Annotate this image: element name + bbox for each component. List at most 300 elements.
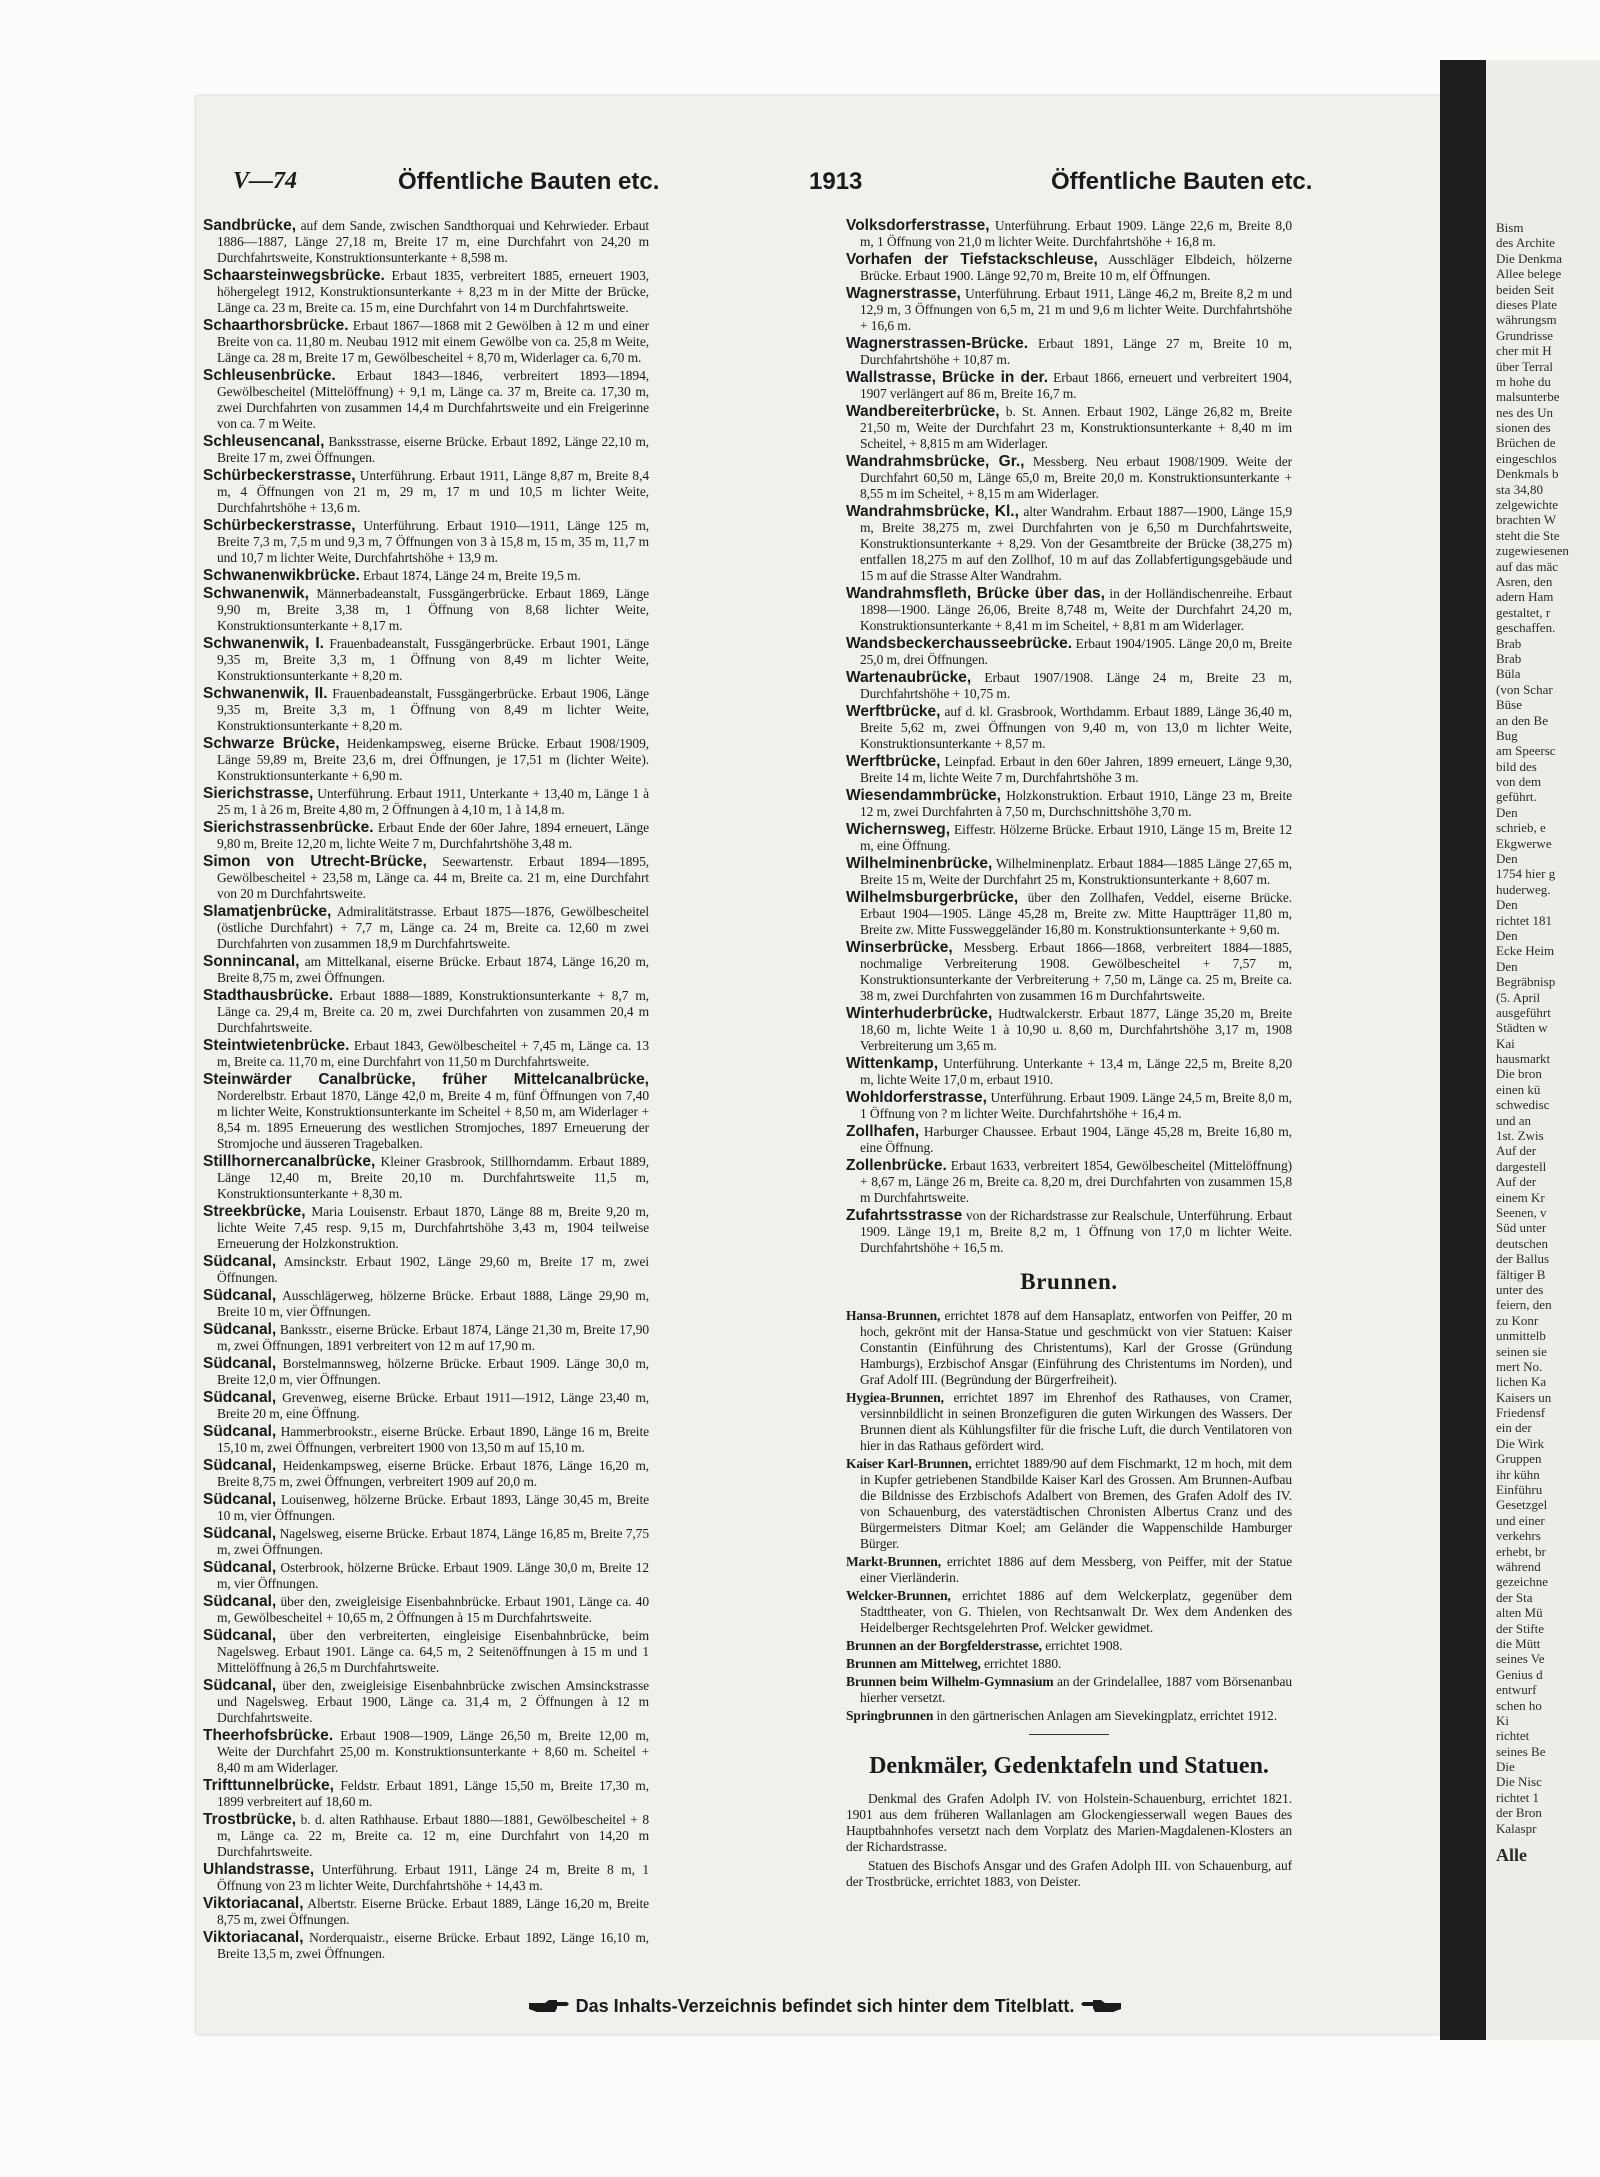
entry-name: Trostbrücke, (203, 1811, 297, 1828)
entry-name: Wiesendammbrücke, (846, 787, 1001, 804)
entry (203, 786, 649, 818)
entry-text: über den, zweigleisige Eisenbahnbrücke zwischen Amsinckstrasse und Nagelsweg. Erbaut 1900, Länge ca. 31,4 m, 2 Öffnungen à 12 m Durchfahrtsweite. (217, 1678, 649, 1725)
entry (846, 586, 1292, 634)
fragment-line: Den (1496, 804, 1518, 820)
fragment-line: verkehrs (1496, 1528, 1541, 1544)
fragment-line: sta 34,80 (1496, 481, 1543, 497)
entry-text: Nagelsweg, eiserne Brücke. Erbaut 1874, Länge 16,85 m, Breite 7,75 m, zwei Öffnungen. (217, 1526, 649, 1557)
fragment-line: geschaffen. (1496, 620, 1556, 636)
entry (846, 788, 1292, 820)
entry (203, 820, 649, 852)
entry (203, 1896, 649, 1928)
fragment-line: huderweg. (1496, 881, 1551, 897)
entry (203, 1492, 649, 1524)
fragment-line: malsunterbe (1496, 389, 1560, 405)
fragment-line: Alle (1496, 1848, 1527, 1864)
entry-name: Südcanal, (203, 1627, 277, 1644)
entry-name: Wichernsweg, (846, 821, 951, 838)
entry-name: Markt-Brunnen, (846, 1554, 941, 1569)
entry-text: Seewartenstr. Erbaut 1894—1895, Gewölbescheitel + 23,58 m, Länge ca. 44 m, Breite ca. 21 m, eine Durchfahrt von 20 m Durchfahrtsweite. (217, 854, 649, 901)
page-header (233, 168, 1313, 200)
entry-text: Erbaut 1843, Gewölbescheitel + 7,45 m, Länge ca. 13 m, Breite ca. 11,70 m, eine Durchfahrt von 11,50 m Durchfahrtsweite. (217, 1038, 649, 1069)
entry-text: über den Zollhafen, Veddel, eiserne Brücke. Erbaut 1904—1905. Länge 45,28 m, Breite zw. Mitte Hauptträger 11,80 m, Breite zw. Mitte Fussweggeländer 16,80 m. Konstruktionsunterkante + 9,60 m. (860, 890, 1292, 937)
entry (846, 1158, 1292, 1206)
fragment-line: 1754 hier g (1496, 866, 1556, 882)
entry (203, 1678, 649, 1726)
entry-name: Schürbeckerstrasse, (203, 467, 356, 484)
entry-text: Heidenkampsweg, eiserne Brücke. Erbaut 1876, Länge 16,20 m, Breite 8,75 m, zwei Öffnungen, verbreitert 1909 auf 20,0 m. (217, 1458, 649, 1489)
entry-name: Wartenaubrücke, (846, 669, 972, 686)
page-number: V—74 (233, 168, 298, 194)
entry-text: errichtet 1897 im Ehrenhof des Rathauses, von Cramer, versinnbildlicht in seinen Bronzefiguren die guten Wirkungen des Wassers. Der Brunnen dient als Kühlungsfilter für die frische Luft, die durch Ventilatoren von hier in das Rathaus gefördert wird. (860, 1390, 1292, 1453)
entry-name: Wagnerstrassen-Brücke. (846, 335, 1029, 352)
entry-name: Schleusencanal, (203, 433, 325, 450)
entry (846, 1390, 1292, 1454)
section-title-brunnen: Brunnen. (1020, 1269, 1118, 1294)
entry-name: Werftbrücke, (846, 753, 941, 770)
entry (203, 1728, 649, 1776)
entry-name: Südcanal, (203, 1491, 277, 1508)
entry-text: Messberg. Neu erbaut 1908/1909. Weite der Durchfahrt 60,50 m, Länge 65,0 m, Breite 20,0 m. Konstruktionsunterkante + 8,55 m im Scheitel, + 8,15 m am Widerlager. (860, 454, 1292, 501)
entry-name: Kaiser Karl-Brunnen, (846, 1456, 972, 1471)
fragment-line: die Mütt (1496, 1635, 1541, 1651)
fragment-line: Brüchen de (1496, 435, 1556, 451)
entry (846, 1208, 1292, 1256)
entry (846, 1656, 1292, 1672)
entry-text: Osterbrook, hölzerne Brücke. Erbaut 1909. Länge 30,0 m, Breite 12 m, vier Öffnungen. (217, 1560, 649, 1591)
entry-text: Borstelmannsweg, hölzerne Brücke. Erbaut 1909. Länge 30,0 m, Breite 12,0 m, vier Öffnungen. (217, 1356, 649, 1387)
entry-name: Slamatjenbrücke, (203, 903, 332, 920)
fragment-line: Begräbnisp (1496, 974, 1556, 990)
entry (203, 1322, 649, 1354)
entry-name: Stadthausbrücke. (203, 987, 334, 1004)
entry-text: Erbaut 1904/1905. Länge 20,0 m, Breite 25,0 m, drei Öffnungen. (860, 636, 1292, 667)
fragment-line: und an (1496, 1112, 1532, 1128)
entry (846, 1638, 1292, 1654)
entry (203, 636, 649, 684)
fragment-line: hausmarkt (1496, 1051, 1551, 1067)
denkmal-paragraph: Statuen des Bischofs Ansgar und des Grafen Adolph III. von Schauenburg, auf der Trostbrücke, errichtet 1883, von Deister. (846, 1858, 1292, 1889)
entry (203, 954, 649, 986)
entry (203, 1812, 649, 1860)
fragment-line: zugewiesenen (1496, 543, 1569, 559)
entry (203, 1254, 649, 1286)
entry-text: Erbaut 1633, verbreitert 1854, Gewölbescheitel (Mittelöffnung) + 8,67 m, Länge 26 m, Breite ca. 8,20 m, drei Durchfahrten von zusammen 15,8 m Durchfahrtsweite. (860, 1158, 1292, 1205)
entry-name: Wandsbeckerchausseebrücke. (846, 635, 1073, 652)
entry-name: Schaarsteinwegsbrücke. (203, 267, 385, 284)
entry-text: Norderquaistr., eiserne Brücke. Erbaut 1892, Länge 16,10 m, Breite 13,5 m, zwei Öffnungen. (217, 1930, 649, 1961)
entry (846, 504, 1292, 584)
fragment-line: Büla (1496, 666, 1521, 682)
entry-text: errichtet 1878 auf dem Hansaplatz, entworfen von Peiffer, 20 m hoch, gekrönt mit der Hansa-Statue und geschmückt von vier Statuen: Kaiser Constantin (Einführung des Christentums), Karl der Grosse (Gründung Hamburgs), Erzbischof Ansgar (Einführung des Christentums im Norden), und Graf Adolf III. (Begründung der Bürgerfreiheit). (860, 1308, 1292, 1387)
entry (846, 218, 1292, 250)
entry (203, 218, 649, 266)
fragment-line: adern Ham (1496, 589, 1554, 605)
entry (846, 404, 1292, 452)
entry (846, 1708, 1292, 1724)
fragment-line: eingeschlos (1496, 450, 1557, 466)
entry-text: Louisenweg, hölzerne Brücke. Erbaut 1893, Länge 30,45 m, Breite 10 m, vier Öffnungen. (217, 1492, 649, 1523)
entry-name: Schwanenwik, (203, 585, 309, 602)
entry (203, 468, 649, 516)
fragment-line: gezeichne (1496, 1574, 1548, 1590)
entry-text: Erbaut 1907/1908. Länge 24 m, Breite 23 m, Durchfahrtshöhe + 10,75 m. (860, 670, 1292, 701)
fragment-line: Brab (1496, 635, 1522, 651)
fragment-line: richtet 1 (1496, 1789, 1539, 1805)
entry-name: Wohldorferstrasse, (846, 1089, 987, 1106)
entry (846, 822, 1292, 854)
entry (846, 1674, 1292, 1706)
fragment-line: Den (1496, 927, 1518, 943)
entry (203, 904, 649, 952)
entry-text: errichtet 1886 auf dem Messberg, von Peiffer, mit der Statue einer Vierländerin. (860, 1554, 1292, 1585)
entry-name: Südcanal, (203, 1423, 277, 1440)
fragment-line: schen ho (1496, 1697, 1542, 1713)
entry-name: Schwanenwikbrücke. (203, 567, 360, 584)
entry-name: Welcker-Brunnen, (846, 1588, 951, 1603)
entry-text: in der Holländischenreihe. Erbaut 1898—1900. Länge 26,06, Breite 8,748 m, Weite der Durchfahrt 24,20 m, Konstruktionsunterkante + 8,41 m im Scheitel, + 8,81 m am Widerlager. (860, 586, 1292, 633)
fragment-line: (5. April (1496, 989, 1541, 1005)
entry (846, 370, 1292, 402)
entry (203, 1424, 649, 1456)
fragment-line: Einführu (1496, 1482, 1543, 1498)
entry-name: Uhlandstrasse, (203, 1861, 315, 1878)
fragment-line: Allee belege (1496, 266, 1562, 282)
entry-text: Erbaut 1843—1846, verbreitert 1893—1894, Gewölbescheitel (Mittelöffnung) + 9,1 m, Länge ca. 37 m, Breite ca. 17,30 m, zwei Durchfahrten von zusammen 14,4 m Durchfahrtsweite und ein Freigerinne von ca. 7 m Weite. (217, 368, 649, 431)
entry-name: Sonnincanal, (203, 953, 300, 970)
entry-name: Südcanal, (203, 1525, 277, 1542)
entry (846, 1124, 1292, 1156)
fragment-line: Die Wirk (1496, 1435, 1544, 1451)
fragment-line: nes des Un (1496, 404, 1554, 420)
entry-text: Erbaut 1874, Länge 24 m, Breite 19,5 m. (359, 568, 581, 583)
fragment-line: cher mit H (1496, 343, 1552, 359)
fragment-line: und einer (1496, 1512, 1545, 1528)
entry (846, 1588, 1292, 1636)
entry-name: Südcanal, (203, 1559, 277, 1576)
fragment-line: an den Be (1496, 712, 1548, 728)
entry-text: errichtet 1880. (980, 1656, 1062, 1671)
entry (846, 252, 1292, 284)
entry-name: Schürbeckerstrasse, (203, 517, 356, 534)
fragment-line: Die Nisc (1496, 1774, 1542, 1790)
entry-name: Steinwärder Canalbrücke, früher Mittelcanalbrücke, (203, 1071, 649, 1088)
entry-text: errichtet 1908. (1041, 1638, 1123, 1653)
entry (203, 686, 649, 734)
fragment-line: Brab (1496, 650, 1522, 666)
entry (846, 1056, 1292, 1088)
entry (203, 988, 649, 1036)
entry (846, 454, 1292, 502)
fragment-line: (von Schar (1496, 681, 1553, 697)
fragment-line: ausgeführt (1496, 1004, 1551, 1020)
fragment-line: unmittelb (1496, 1328, 1546, 1344)
fragment-line: Ecke Heim (1496, 943, 1555, 959)
fragment-line: seines Ve (1496, 1651, 1545, 1667)
fragment-line: richtet 181 (1496, 912, 1552, 928)
adjacent-page-fragment (1486, 60, 1600, 2040)
entry (846, 890, 1292, 938)
entry (846, 1308, 1292, 1388)
entry (203, 1356, 649, 1388)
entry-text: errichtet 1889/90 auf dem Fischmarkt, 12 m hoch, mit dem in Kupfer getriebenen Standbilde Kaiser Karl des Grossen. Am Brunnen-Aufbau die Bildnisse des Erzbischofs Adalbert von Bremen, des Grafen Adolf des IV. von Schauenburg, des vaterstädtischen Chronisten Albertus Cranz und des Bürgermeisters Ditmar Koel; am Geländer die Wappenschilde Hamburger Bürger. (860, 1456, 1292, 1551)
entry (846, 286, 1292, 334)
header-right-title: Öffentliche Bauten etc. (1051, 168, 1313, 195)
entry-name: Südcanal, (203, 1677, 277, 1694)
fragment-line: richtet (1496, 1728, 1530, 1744)
fragment-line: währungsm (1496, 312, 1557, 328)
entry-name: Zollenbrücke. (846, 1157, 947, 1174)
entry (846, 754, 1292, 786)
fragment-line: Bug (1496, 727, 1518, 743)
entry-text: Maria Louisenstr. Erbaut 1870, Länge 88 m, Breite 9,20 m, lichte Weite 7,45 resp. 9,15 m, Durchfahrtshöhe 3,43 m, 1904 teilweise Erneuerung der Holzkonstruktion. (217, 1204, 649, 1251)
entry-text: Albertstr. Eiserne Brücke. Erbaut 1889, Länge 16,20 m, Breite 8,75 m, zwei Öffnungen. (217, 1896, 649, 1927)
entry-text: Erbaut 1866, erneuert und verbreitert 1904, 1907 verlängert auf 86 m, Breite 16,7 m. (860, 370, 1292, 401)
fragment-line: Süd unter (1496, 1220, 1547, 1236)
entry (203, 1930, 649, 1962)
entry-text: Feldstr. Erbaut 1891, Länge 15,50 m, Breite 17,30 m, 1899 verbreitert auf 18,60 m. (217, 1778, 649, 1809)
entry-name: Viktoriacanal, (203, 1929, 304, 1946)
fragment-line: Gesetzgel (1496, 1497, 1548, 1513)
fragment-line: dargestell (1496, 1158, 1547, 1174)
fragment-line: sionen des (1496, 420, 1551, 436)
entry-text: Männerbadeanstalt, Fussgängerbrücke. Erbaut 1869, Länge 9,90 m, Breite 3,38 m, 1 Öffnung von 8,68 lichter Weite, Konstruktionsunterkante + 8,17 m. (217, 586, 649, 633)
fragment-line: Die (1496, 1759, 1515, 1775)
entry-text: auf d. kl. Grasbrook, Worthdamm. Erbaut 1889, Länge 36,40 m, Breite 5,62 m, zwei Öffnungen von 9,40 m, von 13,0 m lichter Weite, Konstruktionsunterkante + 8,57 m. (860, 704, 1292, 751)
entry (203, 736, 649, 784)
fragment-line: über Terral (1496, 358, 1553, 374)
fragment-line: der Stifte (1496, 1620, 1545, 1636)
entry-text: Eiffestr. Hölzerne Brücke. Erbaut 1910, Länge 15 m, Breite 12 m, eine Öffnung. (860, 822, 1292, 853)
entry-text: Grevenweg, eiserne Brücke. Erbaut 1911—1912, Länge 23,40 m, Breite 20 m, eine Öffnung. (217, 1390, 649, 1421)
entry (203, 1560, 649, 1592)
entry-name: Zufahrtsstrasse (846, 1207, 963, 1224)
bridge-entries-right (846, 218, 1292, 1256)
entry-name: Springbrunnen (846, 1708, 934, 1723)
entry-text: Hammerbrookstr., eiserne Brücke. Erbaut 1890, Länge 16 m, Breite 15,10 m, zwei Öffnungen, verbreitert 1900 von 13,50 m auf 15,10 m. (217, 1424, 649, 1455)
entry-name: Schwanenwik, II. (203, 685, 328, 702)
entry (203, 434, 649, 466)
entry (846, 1006, 1292, 1054)
pointing-hand-icon-reversed (1079, 1999, 1123, 2013)
fragment-line: Kai (1496, 1035, 1515, 1051)
entry-name: Brunnen am Mittelweg, (846, 1656, 981, 1671)
entry-name: Schwarze Brücke, (203, 735, 340, 752)
entry-text: Erbaut 1867—1868 mit 2 Gewölben à 12 m und einer Breite von ca. 11,80 m. Neubau 1912 mit einem Gewölbe von ca. 25,8 m Weite, Länge ca. 28 m, Breite 17 m, Gewölbescheitel + 8,70 m, Widerlager ca. 6,70 m. (217, 318, 649, 365)
fragment-line: ihr kühn (1496, 1466, 1540, 1482)
entry-text: Wilhelminenplatz. Erbaut 1884—1885 Länge 27,65 m, Breite 15 m, Weite der Durchfahrt 25 m, Konstruktionsunterkante + 8,607 m. (860, 856, 1292, 887)
entry-name: Wagnerstrasse, (846, 285, 961, 302)
entry (203, 1204, 649, 1252)
entry-name: Südcanal, (203, 1593, 277, 1610)
entry-text: Frauenbadeanstalt, Fussgängerbrücke. Erbaut 1906, Länge 9,35 m, Breite 3,3 m, 1 Öffnung von 8,49 m lichter Weite, Konstruktionsunterkante + 8,20 m. (217, 686, 649, 733)
entry-name: Hygiea-Brunnen, (846, 1390, 944, 1405)
entry-name: Wandbereiterbrücke, (846, 403, 1000, 420)
fragment-line: Grundrisse (1496, 327, 1554, 343)
fragment-line: dieses Plate (1496, 296, 1558, 312)
entry-text: Hudtwalckerstr. Erbaut 1877, Länge 35,20 m, Breite 18,60 m, lichte Weite 1 à 10,90 u. 8,60 m, Durchfahrtshöhe 3,17 m, 1908 Verbreiterung um 3,65 m. (860, 1006, 1292, 1053)
header-year: 1913 (809, 168, 863, 195)
entry (846, 336, 1292, 368)
fragment-line: von dem (1496, 774, 1542, 790)
fragment-line: des Archite (1496, 235, 1555, 251)
entry (203, 1390, 649, 1422)
entry (203, 1038, 649, 1070)
fragment-line: Denkmals b (1496, 466, 1559, 482)
fragment-line: schrieb, e (1496, 820, 1546, 836)
entry (203, 1778, 649, 1810)
entry-name: Brunnen beim Wilhelm-Gymnasium (846, 1674, 1054, 1689)
fragment-line: m hohe du (1496, 373, 1551, 389)
entry-name: Stillhornercanalbrücke, (203, 1153, 376, 1170)
entry-name: Brunnen an der Borgfelderstrasse, (846, 1638, 1042, 1653)
entry-text: Banksstrasse, eiserne Brücke. Erbaut 1892, Länge 22,10 m, Breite 17 m, zwei Öffnungen. (217, 434, 649, 465)
fragment-line: entwurf (1496, 1682, 1537, 1698)
fragment-line: Genius d (1496, 1666, 1543, 1682)
entry (203, 854, 649, 902)
entry-text: über den verbreiterten, eingleisige Eisenbahnbrücke, beim Nagelsweg. Erbaut 1901. Länge ca. 64,5 m, 2 Seitenöffnungen à 15 m und 1 Mittelöffnung à 26,5 m Durchfahrtsweite. (217, 1628, 649, 1675)
fragment-line: Die Denkma (1496, 250, 1563, 266)
entry (846, 670, 1292, 702)
fragment-line: feiern, den (1496, 1297, 1552, 1313)
entry-text: Kleiner Grasbrook, Stillhorndamm. Erbaut 1889, Länge 12,40 m, Breite 20,10 m. Durchfahrtsweite 11,5 m, Konstruktionsunterkante + 8,30 m. (217, 1154, 649, 1201)
fragment-line: mert No. (1496, 1358, 1543, 1374)
entry-text: Erbaut 1835, verbreitert 1885, erneuert 1903, höhergelegt 1912, Konstruktionsunterkante + 8,23 m in der Mitte der Brücke, Länge ca. 23 m, Breite ca. 15 m, eine Durchfahrt von 14 m Durchfahrtsweite. (217, 268, 649, 315)
section-title-denkmaeler: Denkmäler, Gedenktafeln und Statuen. (869, 1753, 1269, 1779)
entry-name: Wilhelminenbrücke, (846, 855, 993, 872)
brunnen-entries (846, 1308, 1292, 1724)
entry-name: Wandrahmsfleth, Brücke über das, (846, 585, 1105, 602)
fragment-line: ein der (1496, 1420, 1532, 1436)
entry-name: Südcanal, (203, 1321, 277, 1338)
entry-name: Wilhelmsburgerbrücke, (846, 889, 1019, 906)
fragment-line: der Ballus (1496, 1251, 1550, 1267)
entry-name: Sierichstrasse, (203, 785, 314, 802)
entry-name: Steintwietenbrücke. (203, 1037, 350, 1054)
fragment-line: auf das mäc (1496, 558, 1559, 574)
entry-text: Unterführung. Erbaut 1911, Länge 24 m, Breite 8 m, 1 Öffnung von 23 m lichter Weite, Durchfahrtshöhe + 14,43 m. (217, 1862, 649, 1893)
left-column (203, 218, 649, 1980)
entry (203, 586, 649, 634)
entry-name: Hansa-Brunnen, (846, 1308, 941, 1323)
entry-name: Südcanal, (203, 1355, 277, 1372)
entry (203, 318, 649, 366)
entry (846, 636, 1292, 668)
entry (203, 1458, 649, 1490)
fragment-line: Bism (1496, 220, 1524, 235)
fragment-line: Büse (1496, 697, 1522, 713)
fragment-line: Friedensf (1496, 1405, 1546, 1421)
entry-text: Unterführung. Erbaut 1909. Länge 24,5 m, Breite 8,0 m, 1 Öffnung von ? m lichter Weite. Durchfahrtshöhe + 16,4 m. (860, 1090, 1292, 1121)
entry-text: Unterführung. Erbaut 1909. Länge 22,6 m, Breite 8,0 m, 1 Öffnung von 21,0 m lichter Weite. Durchfahrtshöhe + 16,8 m. (860, 218, 1292, 249)
fragment-line: zelgewichte (1496, 497, 1559, 513)
entry-text: am Mittelkanal, eiserne Brücke. Erbaut 1874, Länge 16,20 m, Breite 8,75 m, zwei Öffnungen. (217, 954, 649, 985)
fragment-line: unter des (1496, 1281, 1544, 1297)
footer-note: Das Inhalts-Verzeichnis befindet sich hinter dem Titelblatt. (575, 1996, 1075, 2016)
fragment-line: alten Mü (1496, 1605, 1543, 1621)
entry (203, 518, 649, 566)
entry (203, 568, 649, 584)
fragment-line: Seenen, v (1496, 1205, 1547, 1220)
fragment-line: brachten W (1496, 512, 1557, 528)
entry (203, 368, 649, 432)
entry-text: Erbaut 1888—1889, Konstruktionsunterkante + 8,7 m, Länge ca. 29,4 m, Breite ca. 20 m, zwei Durchfahrten von zusammen 20,4 m Durchfahrtsweite. (217, 988, 649, 1035)
fragment-line: einem Kr (1496, 1189, 1545, 1205)
fragment-line: seines Be (1496, 1743, 1546, 1759)
entry-text: Frauenbadeanstalt, Fussgängerbrücke. Erbaut 1901, Länge 9,35 m, Breite 3,3 m, 1 Öffnung von 8,49 m lichter Weite, Konstruktionsunterkante + 8,20 m. (217, 636, 649, 683)
entry-name: Wallstrasse, Brücke in der. (846, 369, 1049, 386)
entry-text: von der Richardstrasse zur Realschule, Unterführung. Erbaut 1909. Länge 19,1 m, Breite 8,2 m, 1 Öffnung von 17,0 m lichter Weite. Durchfahrtshöhe + 16,5 m. (860, 1208, 1292, 1255)
right-column (846, 218, 1292, 1986)
fragment-line: Den (1496, 851, 1518, 867)
entry-text: an der Grindelallee, 1887 vom Börsenanbau hierher versetzt. (860, 1674, 1292, 1705)
fragment-line: steht die Ste (1496, 527, 1560, 543)
entry-name: Zollhafen, (846, 1123, 920, 1140)
entry-text: über den, zweigleisige Eisenbahnbrücke. Erbaut 1901, Länge ca. 40 m, Gewölbescheitel + 10,65 m, 2 Öffnungen à 15 m Durchfahrtsweite. (217, 1594, 649, 1625)
fragment-line: Den (1496, 958, 1518, 974)
entry (203, 1154, 649, 1202)
header-left-title: Öffentliche Bauten etc. (398, 168, 660, 195)
entry-name: Winterhuderbrücke, (846, 1005, 993, 1022)
entry-text: Messberg. Erbaut 1866—1868, verbreitert 1884—1885, nochmalige Verbreiterung 1908. Gewölbescheitel + 7,57 m, Konstruktionsunterkante der Verbreiterung + 7,50 m, Länge ca. 25 m, Breite ca. 38 m, zwei Durchfahrten von zusammen 16 m Durchfahrtsweite. (860, 940, 1292, 1003)
fragment-line: der Bron (1496, 1805, 1542, 1821)
entry-text: errichtet 1886 auf dem Welckerplatz, gegenüber dem Stadttheater, von G. Thielen, von Rechtsanwalt Dr. Wex dem Andenken des Heidelberger Rechtsgelehrten Prof. Welcker gewidmet. (860, 1588, 1292, 1635)
entry-text: Unterführung. Erbaut 1911, Länge 46,2 m, Breite 8,2 m und 12,9 m, 3 Öffnungen von 6,5 m, 21 m und 9,6 m lichter Weite. Durchfahrtshöhe + 16,6 m. (860, 286, 1292, 333)
fragment-line: einen kü (1496, 1081, 1541, 1097)
entry-text: Erbaut 1908—1909, Länge 26,50 m, Breite 12,00 m, Weite der Durchfahrt 25,00 m. Konstruktionsunterkante + 8,60 m. Scheitel + 8,40 m am Widerlager. (217, 1728, 649, 1775)
fragment-line: Kalaspr (1496, 1820, 1537, 1836)
entry-text: Holzkonstruktion. Erbaut 1910, Länge 23 m, Breite 12 m, zwei Durchfahrten à 7,50 m, Durchschnittshöhe 3,70 m. (860, 788, 1292, 819)
entry-name: Wandrahmsbrücke, Gr., (846, 453, 1025, 470)
entry (203, 1288, 649, 1320)
entry (203, 1628, 649, 1676)
fragment-line: Städten w (1496, 1020, 1548, 1036)
entry-name: Südcanal, (203, 1389, 277, 1406)
entry-text: Ausschläger Elbdeich, hölzerne Brücke. Erbaut 1900. Länge 92,70 m, Breite 10 m, elf Öffnungen. (860, 252, 1292, 283)
denkmal-paragraph: Denkmal des Grafen Adolph IV. von Holstein-Schauenburg, errichtet 1821. 1901 aus dem früheren Wallanlagen am Glockengiesserwall wegen Baues des Hauptbahnhofes versetzt nach dem Vorplatz des Marien-Magdalenen-Klosters an der Richardstrasse. (846, 1791, 1292, 1854)
entry-name: Sierichstrassenbrücke. (203, 819, 374, 836)
entry (846, 856, 1292, 888)
entry (203, 1526, 649, 1558)
entry (846, 940, 1292, 1004)
fragment-line: 1st. Zwis (1496, 1128, 1544, 1144)
entry-name: Südcanal, (203, 1253, 277, 1270)
entry (846, 1554, 1292, 1586)
fragment-line: Den (1496, 897, 1518, 913)
fragment-line: beiden Seit (1496, 281, 1555, 297)
fragment-line: Gruppen (1496, 1451, 1542, 1467)
entry-name: Wandrahmsbrücke, Kl., (846, 503, 1019, 520)
entry-name: Sandbrücke, (203, 218, 297, 234)
section-divider (1029, 1734, 1109, 1735)
fragment-line: am Speersc (1496, 743, 1556, 759)
fragment-line: lichen Ka (1496, 1374, 1547, 1390)
entry (846, 1456, 1292, 1552)
fragment-line: Ki (1496, 1712, 1509, 1728)
entry-name: Werftbrücke, (846, 703, 941, 720)
entry-name: Volksdorferstrasse, (846, 218, 990, 234)
fragment-line: seinen sie (1496, 1343, 1547, 1359)
entry (203, 1072, 649, 1152)
entry-text: Admiralitätstrasse. Erbaut 1875—1876, Gewölbescheitel (östliche Durchfahrt) + 7,7 m, Länge ca. 24 m, Breite ca. 12,60 m zwei Durchfahrten von zusammen 18,9 m Durchfahrtsweite. (217, 904, 649, 951)
entry-name: Winserbrücke, (846, 939, 953, 956)
entry-text: Erbaut 1891, Länge 27 m, Breite 10 m, Durchfahrtshöhe + 10,87 m. (860, 336, 1292, 367)
book-spine (1440, 60, 1486, 2040)
fragment-line: geführt. (1496, 789, 1537, 805)
entry-name: Schleusenbrücke. (203, 367, 336, 384)
entry-text: Banksstr., eiserne Brücke. Erbaut 1874, Länge 21,30 m, Breite 17,90 m, zwei Öffnungen, 1891 verbreitert von 12 m auf 17,90 m. (217, 1322, 649, 1353)
fragment-line: Asren, den (1496, 573, 1553, 589)
